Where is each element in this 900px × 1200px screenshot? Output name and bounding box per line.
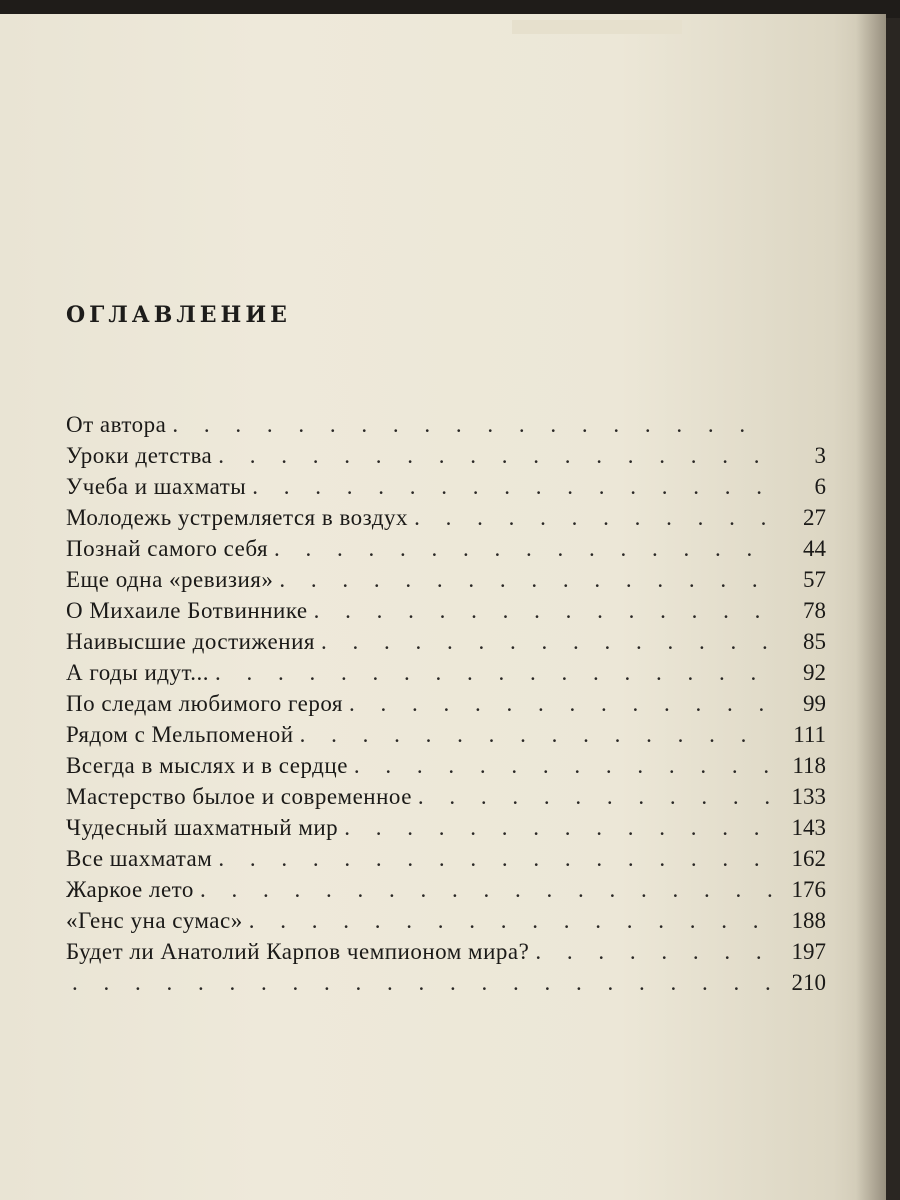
toc-entry [66,874,826,905]
toc-entry [66,564,826,595]
toc-entry-title: Познай самого себя [66,536,269,561]
toc-entry [66,719,826,750]
toc-dot-leader [252,471,772,502]
toc-dot-leader [274,533,772,564]
toc-entry [66,533,826,564]
toc-entry-title: Всегда в мыслях и в сердце [66,753,348,778]
toc-dot-leader [200,874,772,905]
toc-dot-leader [172,409,772,440]
toc-entry-page: 78 [803,598,826,623]
toc-entry [66,471,826,502]
toc-dot-leader [249,905,772,936]
toc-entry-title: Будет ли Анатолий Карпов чемпионом мира? [66,939,530,964]
toc-dot-leader [72,967,772,998]
toc-dot-leader [218,440,772,471]
toc-entry-page: 210 [791,970,826,995]
toc-dot-leader [314,595,772,626]
toc-entry [66,750,826,781]
toc-dot-leader [279,564,772,595]
toc-entry [66,440,826,471]
toc-dot-leader [321,626,772,657]
toc-dot-leader [344,812,772,843]
toc-dot-leader [349,688,772,719]
toc-entry-title: Все шахматам [66,846,213,871]
toc-entry-page: 162 [791,846,826,871]
toc-entry-page: 197 [791,939,826,964]
toc-entry-title: Учеба и шахматы [66,474,247,499]
toc-entry [66,657,826,688]
toc-entry [66,626,826,657]
toc-entry-page: 188 [791,908,826,933]
toc-entry-page: 44 [803,536,826,561]
toc-entry-page: 118 [792,753,826,778]
toc-entry-page: 6 [814,474,826,499]
toc-entry-page: 3 [814,443,826,468]
toc-entry [66,781,826,812]
toc-entry-title: Молодежь устремляется в воздух [66,505,409,530]
toc-entry-title: Чудесный шахматный мир [66,815,339,840]
toc-entry-title: По следам любимого героя [66,691,343,716]
toc-entry-title: Наивысшие достижения [66,629,315,654]
toc-entry-page: 92 [803,660,826,685]
toc-entry-title: Уроки детства [66,443,213,468]
toc-dot-leader [535,936,772,967]
toc-entry [66,905,826,936]
toc-dot-leader [418,781,772,812]
toc-entry-page: 143 [791,815,826,840]
toc-dot-leader [215,657,772,688]
page-corner-tab [512,20,682,34]
toc-entry-title: О Михаиле Ботвиннике [66,598,308,623]
toc-entry [66,595,826,626]
toc-dot-leader [300,719,772,750]
toc-entry [66,502,826,533]
toc-entry-title: «Генс уна сумас» [66,908,243,933]
toc-entry-page: 176 [791,877,826,902]
toc-entry-title: Еще одна «ревизия» [66,567,274,592]
toc-entry [66,688,826,719]
toc-entry [66,967,826,998]
toc-entry-title: Мастерство былое и современное [66,784,412,809]
toc-dot-leader [414,502,772,533]
toc-entry-title: Жаркое лето [66,877,194,902]
toc-entry-page: 133 [791,784,826,809]
toc-entry [66,936,826,967]
toc-entry [66,409,826,440]
toc-entry-page: 111 [793,722,826,747]
toc-entry-title: Рядом с Мельпоменой [66,722,294,747]
toc-entry-page: 57 [803,567,826,592]
toc-dot-leader [354,750,772,781]
toc-entry-page: 85 [803,629,826,654]
toc-entry [66,812,826,843]
toc-entry-page: 99 [803,691,826,716]
table-of-contents [66,409,826,998]
toc-entry-page: 27 [803,505,826,530]
toc-dot-leader [218,843,772,874]
toc-entry-title: От автора [66,412,167,437]
toc-entry [66,843,826,874]
page-edge-shadow [856,14,886,1200]
book-page [0,14,886,1200]
toc-entry-title: А годы идут... [66,660,210,685]
page-title: ОГЛАВЛЕНИЕ [66,302,291,328]
